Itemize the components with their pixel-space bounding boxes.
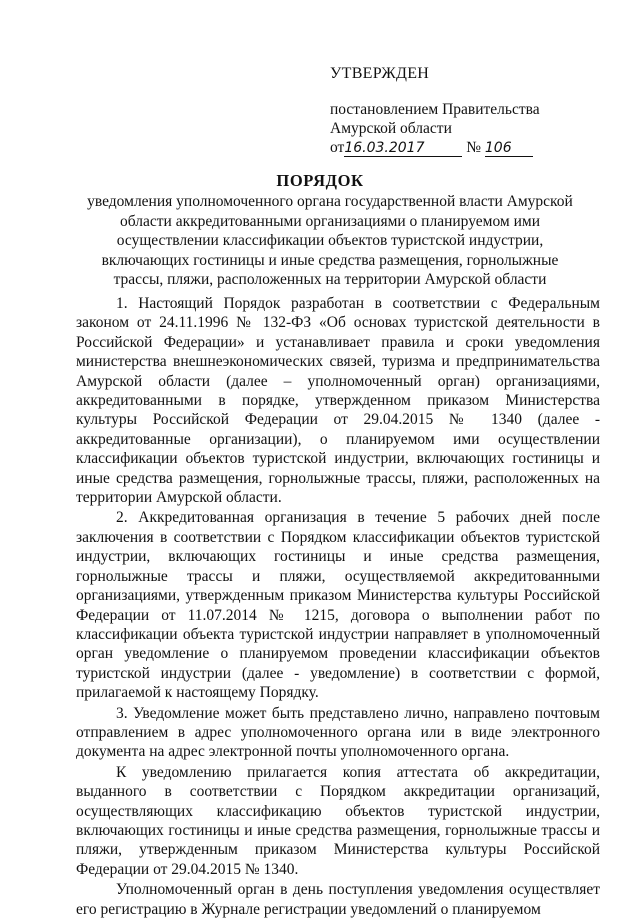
approval-block — [330, 64, 540, 157]
paragraph-5: Уполномоченный орган в день поступления уведомления осуществляет его регистрацию в Журнале регистрации уведомлений о планируемом — [76, 881, 600, 918]
handwritten-number: 106 — [485, 141, 533, 157]
paragraph-2: 2. Аккредитованная организация в течение 5 рабочих дней после заключения в соответствии с Порядком классификации объектов туристской индустрии, включающих гостиницы и иные средства размещения, горнолыжные трассы и пляжи, осуществляемой аккредитованными организациями, утвержденным приказом Министерства культуры Российской Федерации от 11.07.2014 № 1215, договора о выполнении работ по классификации объекта туристской индустрии направляет в уполномоченный орган уведомление о планируемом проведении классификации объектов туристской индустрии (далее - уведомление) в соответствии с формой, прилагаемой к настоящему Порядку. — [76, 509, 600, 702]
document-body — [76, 294, 600, 920]
paragraph-3: 3. Уведомление может быть представлено лично, направлено почтовым отправлением в адрес уполномоченного органа или в виде электронного документа на адрес электронной почты уполномоченного органа. — [76, 704, 600, 761]
paragraph-4: К уведомлению прилагается копия аттестата об аккредитации, выданного в соответствии с Порядком аккредитации организаций, осуществляющих классификацию объектов туристской индустрии, включающих гостиницы и иные средства размещения, горнолыжные трассы и пляжи, утвержденным приказом Министерства культуры Российской Федерации от 29.04.2015 № 1340. — [76, 763, 600, 878]
approval-region-line: Амурской области — [330, 120, 452, 137]
document-subtitle: уведомления уполномоченного органа государственной власти Амурской области аккредитованными организациями о планируемом ими осуществлении классификации объектов туристской индустрии, включающих гостиницы и иные средства размещения, горнолыжные трассы, пляжи, расположенных на территории Амурской области — [87, 193, 573, 288]
paragraph-1: 1. Настоящий Порядок разработан в соответствии с Федеральным законом от 24.11.1996 № 132-ФЗ «Об основах туристской деятельности в Российской Федерации» и устанавливает правила и сроки уведомления министерства внешнеэкономических связей, туризма и предпринимательства Амурской области (далее – уполномоченный орган) организациями, аккредитованными в порядке, утвержденном приказом Министерства культуры Российской Федерации от 29.04.2015 № 1340 (далее - аккредитованные организации), о планируемом ими осуществлении классификации объектов туристской индустрии, включающих гостиницы и иные средства размещения, горнолыжные трассы, пляжи, расположенных на территории Амурской области. — [76, 295, 600, 507]
approval-heading: УТВЕРЖДЕН — [330, 65, 430, 82]
date-prefix: от — [330, 139, 345, 156]
number-prefix: № — [466, 139, 481, 156]
approval-date-number-line — [330, 138, 540, 157]
approval-issuer-line: постановлением Правительства — [330, 101, 540, 118]
handwritten-date: 16.03.2017 — [344, 141, 462, 157]
document-title: ПОРЯДОК — [276, 171, 364, 190]
